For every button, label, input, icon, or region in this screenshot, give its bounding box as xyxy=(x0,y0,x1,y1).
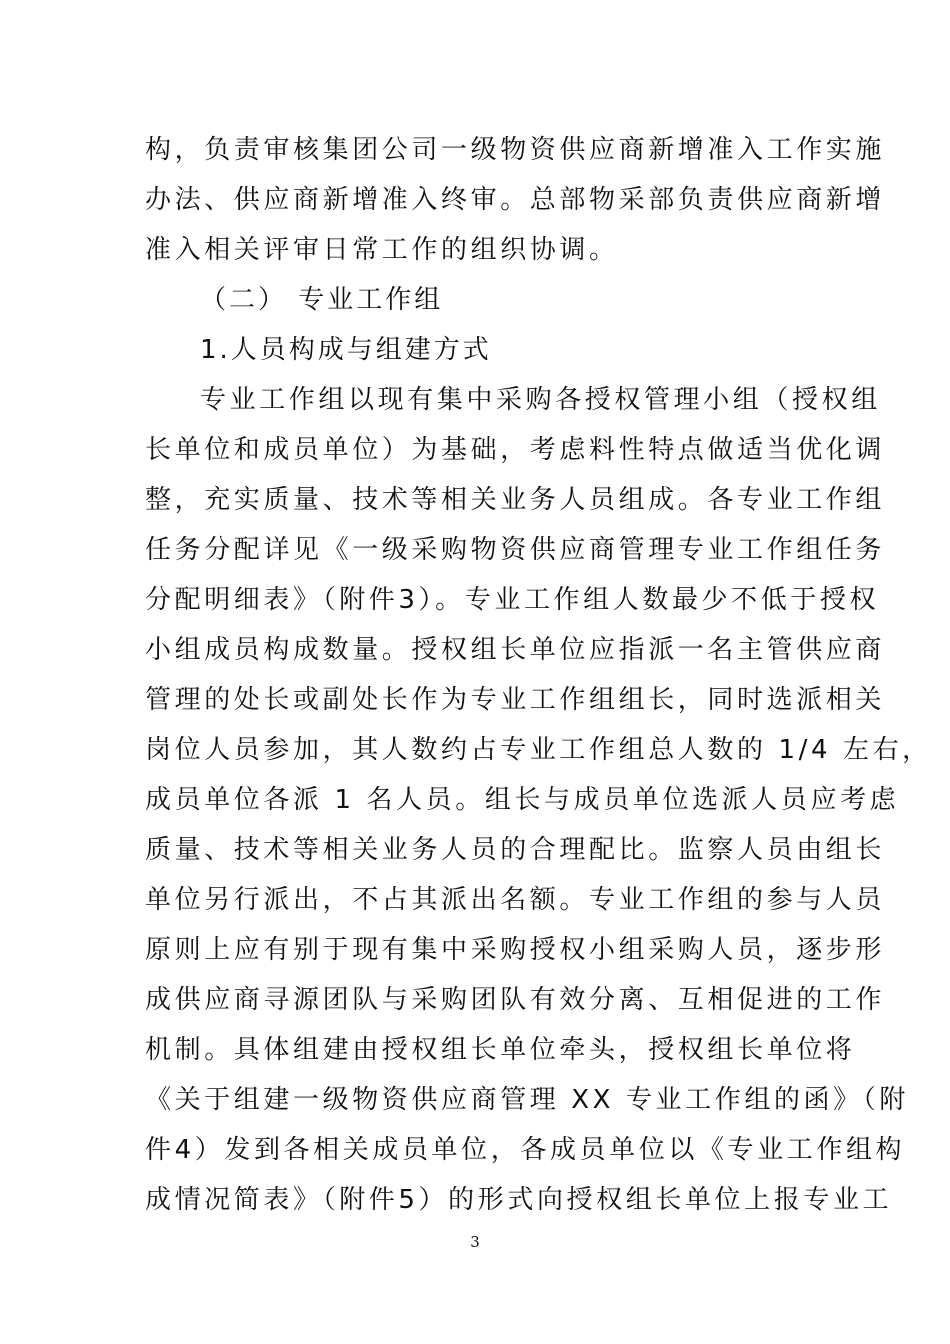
section-heading: （二） 专业工作组 xyxy=(200,285,444,315)
paragraph-line: 原则上应有别于现有集中采购授权小组采购人员，逐步形 xyxy=(145,935,886,965)
paragraph-line: 单位另行派出，不占其派出名额。专业工作组的参与人员 xyxy=(145,885,886,915)
paragraph-line: 成情况简表》（附件5）的形式向授权组长单位上报专业工 xyxy=(145,1185,893,1215)
paragraph-line: 管理的处长或副处长作为专业工作组组长，同时选派相关 xyxy=(145,685,886,715)
paragraph-line: 小组成员构成数量。授权组长单位应指派一名主管供应商 xyxy=(145,635,886,665)
paragraph-line: 专业工作组以现有集中采购各授权管理小组（授权组 xyxy=(200,385,881,415)
paragraph-line: 整，充实质量、技术等相关业务人员组成。各专业工作组 xyxy=(145,485,886,515)
paragraph-line: 《关于组建一级物资供应商管理 XX 专业工作组的函》（附 xyxy=(145,1085,909,1115)
subsection-heading: 1.人员构成与组建方式 xyxy=(200,335,492,365)
paragraph-line: 质量、技术等相关业务人员的合理配比。监察人员由组长 xyxy=(145,835,886,865)
page-number: 3 xyxy=(470,1233,480,1251)
paragraph-line: 成供应商寻源团队与采购团队有效分离、互相促进的工作 xyxy=(145,985,886,1015)
paragraph-line: 岗位人员参加，其人数约占专业工作组总人数的 1/4 左右， xyxy=(145,735,932,765)
paragraph-line: 任务分配详见《一级采购物资供应商管理专业工作组任务 xyxy=(145,535,886,565)
paragraph-line: 办法、供应商新增准入终审。总部物采部负责供应商新增 xyxy=(145,185,886,215)
paragraph-line: 构，负责审核集团公司一级物资供应商新增准入工作实施 xyxy=(145,135,886,165)
paragraph-line: 分配明细表》（附件3）。专业工作组人数最少不低于授权 xyxy=(145,585,880,615)
paragraph-line: 成员单位各派 1 名人员。组长与成员单位选派人员应考虑 xyxy=(145,785,900,815)
paragraph-line: 准入相关评审日常工作的组织协调。 xyxy=(145,235,619,265)
paragraph-line: 机制。具体组建由授权组长单位牵头，授权组长单位将 xyxy=(145,1035,856,1065)
paragraph-line: 长单位和成员单位）为基础，考虑料性特点做适当优化调 xyxy=(145,435,886,465)
paragraph-line: 件4）发到各相关成员单位，各成员单位以《专业工作组构 xyxy=(145,1135,906,1165)
